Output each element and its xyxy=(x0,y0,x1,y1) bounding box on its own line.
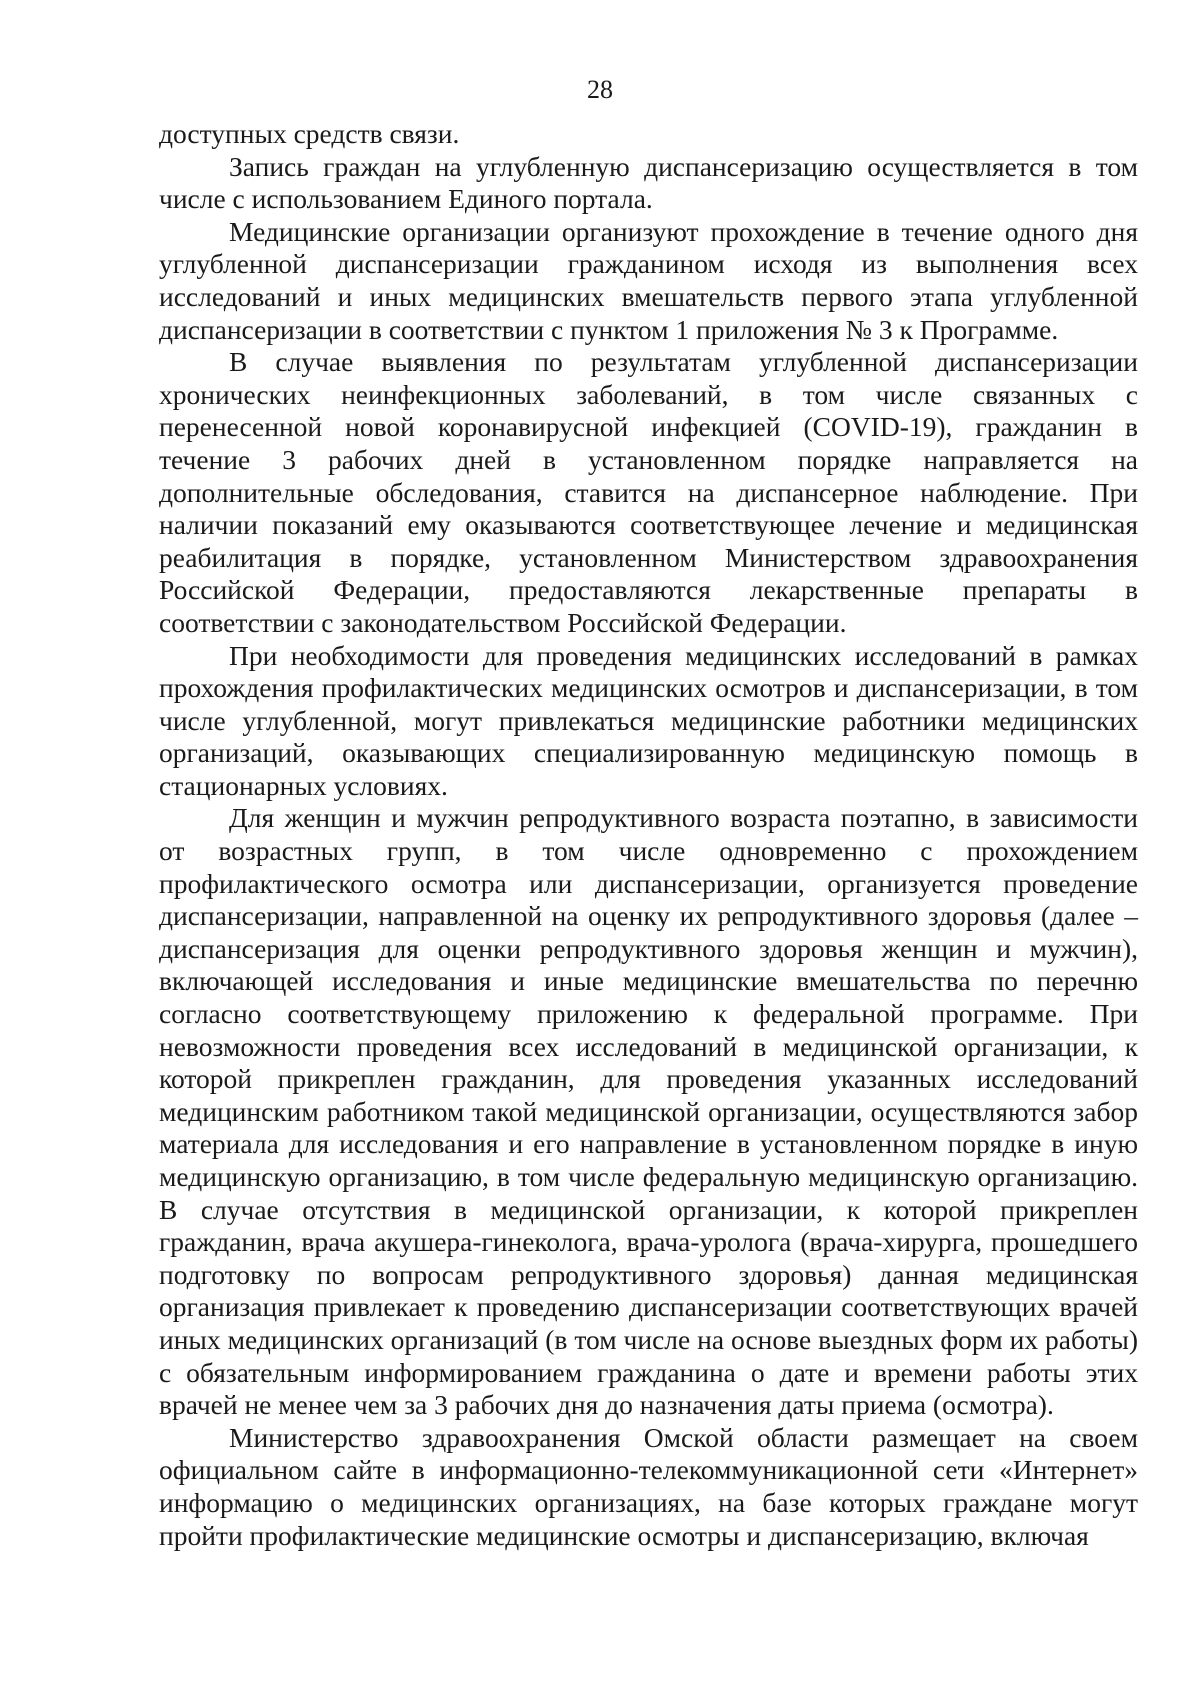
paragraph: Для женщин и мужчин репродуктивного возраста поэтапно, в зависимости от возрастных групп, в том числе одновременно с прохождением профилактического осмотра или диспансеризации, организуется проведение диспансеризации, направленной на оценку их репродуктивного здоровья (далее – диспансеризация для оценки репродуктивного здоровья женщин и мужчин), включающей исследования и иные медицинские вмешательства по перечню согласно соответствующему приложению к федеральной программе. При невозможности проведения всех исследований в медицинской организации, к которой прикреплен гражданин, для проведения указанных исследований медицинским работником такой медицинской организации, осуществляются забор материала для исследования и его направление в установленном порядке в иную медицинскую организацию, в том числе федеральную медицинскую организацию. В случае отсутствия в медицинской организации, к которой прикреплен гражданин, врача акушера-гинеколога, врача-уролога (врача-хирурга, прошедшего подготовку по вопросам репродуктивного здоровья) данная медицинская организация привлекает к проведению диспансеризации соответствующих врачей иных медицинских организаций (в том числе на основе выездных форм их работы) с обязательным информированием гражданина о дате и времени работы этих врачей не менее чем за 3 рабочих дня до назначения даты приема (осмотра). xyxy=(159,802,1138,1421)
paragraph: Министерство здравоохранения Омской области размещает на своем официальном сайте в информационно-телекоммуникационной сети «Интернет» информацию о медицинских организациях, на базе которых граждане могут пройти профилактические медицинские осмотры и диспансеризацию, включая xyxy=(159,1421,1138,1551)
paragraph: Медицинские организации организуют прохождение в течение одного дня углубленной диспансеризации гражданином исходя из выполнения всех исследований и иных медицинских вмешательств первого этапа углубленной диспансеризации в соответствии с пунктом 1 приложения № 3 к Программе. xyxy=(159,215,1138,345)
paragraph: В случае выявления по результатам углубленной диспансеризации хронических неинфекционных заболеваний, в том числе связанных с перенесенной новой коронавирусной инфекцией (COVID-19), гражданин в течение 3 рабочих дней в установленном порядке направляется на дополнительные обследования, ставится на диспансерное наблюдение. При наличии показаний ему оказываются соответствующее лечение и медицинская реабилитация в порядке, установленном Министерством здравоохранения Российской Федерации, предоставляются лекарственные препараты в соответствии с законодательством Российской Федерации. xyxy=(159,346,1138,638)
paragraph: доступных средств связи. xyxy=(159,118,460,149)
page-number: 28 xyxy=(587,75,613,104)
paragraph: При необходимости для проведения медицинских исследований в рамках прохождения профилактических медицинских осмотров и диспансеризации, в том числе углубленной, могут привлекаться медицинские работники медицинских организаций, оказывающих специализированную медицинскую помощь в стационарных условиях. xyxy=(159,639,1138,801)
document-body xyxy=(159,118,1138,1552)
paragraph: Запись граждан на углубленную диспансеризацию осуществляется в том числе с использованием Единого портала. xyxy=(159,150,1138,215)
